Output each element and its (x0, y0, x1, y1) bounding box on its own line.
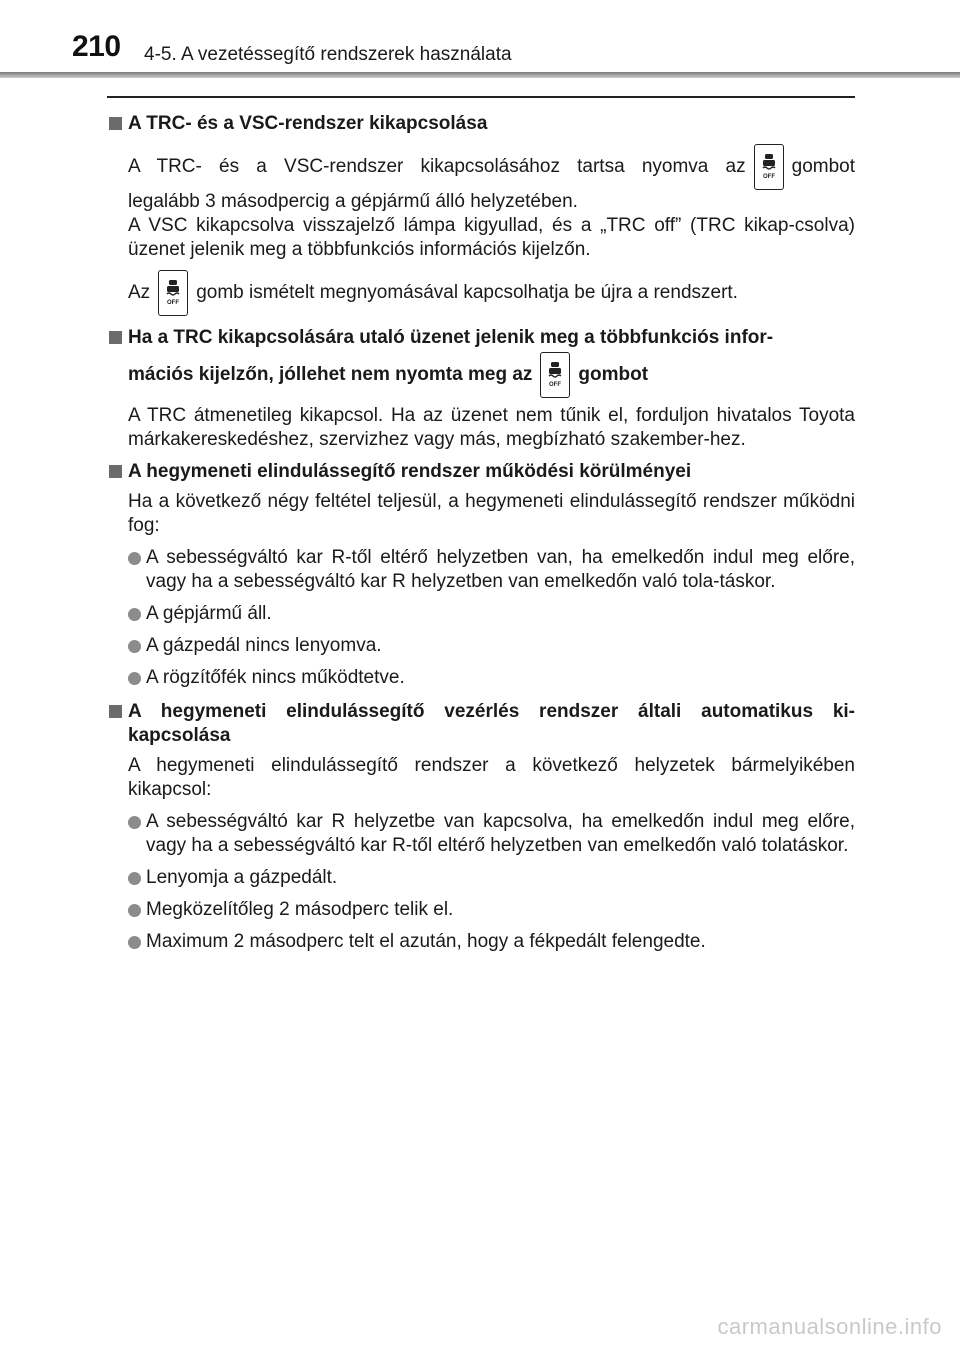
page-content (107, 106, 855, 954)
svg-text:OFF: OFF (762, 174, 775, 180)
round-bullet-icon (128, 904, 141, 917)
list-item: A gépjármű áll. (128, 602, 855, 626)
paragraph: A TRC- és a VSC-rendszer kikapcsolásához tartsa nyomva az OFF gombot legalább 3 másodpercig a gépjármű álló helyzetében. A VSC kikapcsolva visszajelző lámpa kigyullad, és a „TRC off” (TRC kikap-csolva) üzenet jelenik meg a többfunkciós információs kijelzőn. (128, 144, 855, 262)
page-number: 210 (72, 30, 121, 63)
square-bullet-icon (109, 465, 122, 478)
square-bullet-icon (109, 117, 122, 130)
header-rule (0, 72, 960, 78)
paragraph: Ha a következő négy feltétel teljesül, a hegymeneti elindulássegítő rendszer működni fog: (128, 491, 855, 536)
round-bullet-icon (128, 552, 141, 565)
vsc-off-button-icon (158, 270, 188, 316)
round-bullet-icon (128, 640, 141, 653)
list-item: Maximum 2 másodperc telt el azután, hogy a fékpedált felengedte. (128, 930, 855, 954)
section-heading: A hegymeneti elindulássegítő rendszer működési körülményei (107, 460, 855, 484)
watermark: carmanualsonline.info (717, 1314, 942, 1339)
round-bullet-icon (128, 936, 141, 949)
page-header (0, 0, 960, 78)
round-bullet-icon (128, 872, 141, 885)
svg-text:OFF: OFF (167, 300, 180, 306)
list-item: A sebességváltó kar R-től eltérő helyzetben van, ha emelkedőn indul meg előre, vagy ha a sebességváltó kar R helyzetben van emelkedőn való tola-táskor. (128, 546, 855, 594)
list-item: A gázpedál nincs lenyomva. (128, 634, 855, 658)
vsc-off-button-icon (540, 352, 570, 398)
square-bullet-icon (109, 705, 122, 718)
section-heading: A TRC- és a VSC-rendszer kikapcsolása (107, 112, 855, 136)
paragraph: Az OFF gomb ismételt megnyomásával kapcsolhatja be újra a rendszert. (128, 270, 855, 316)
round-bullet-icon (128, 672, 141, 685)
chapter-title: 4-5. A vezetéssegítő rendszerek használata (144, 44, 512, 65)
paragraph: A TRC átmenetileg kikapcsol. Ha az üzenet nem tűnik el, forduljon hivatalos Toyota márkakereskedéshez, szervizhez vagy más, megbízható szakember-hez. (128, 405, 855, 450)
list-item: Lenyomja a gázpedált. (128, 866, 855, 890)
round-bullet-icon (128, 608, 141, 621)
list-item: A rögzítőfék nincs működtetve. (128, 666, 855, 690)
svg-text:OFF: OFF (549, 382, 562, 388)
list-item: Megközelítőleg 2 másodperc telik el. (128, 898, 855, 922)
vsc-off-button-icon (754, 144, 784, 190)
list-item: A sebességváltó kar R helyzetbe van kapcsolva, ha emelkedőn indul meg előre, vagy ha a sebességváltó kar R-től eltérő helyzetben van emelkedőn való tolatáskor. (128, 810, 855, 858)
paragraph: A hegymeneti elindulássegítő rendszer a következő helyzetek bármelyikében kikapcsol: (128, 755, 855, 800)
section-heading: A hegymeneti elindulássegítő vezérlés rendszer általi automatikus ki-kapcsolása (107, 700, 855, 748)
round-bullet-icon (128, 816, 141, 829)
section-heading: Ha a TRC kikapcsolására utaló üzenet jelenik meg a többfunkciós infor- mációs kijelzőn, jóllehet nem nyomta meg az OFF gombot (107, 326, 855, 398)
section-divider (107, 96, 855, 98)
square-bullet-icon (109, 331, 122, 344)
